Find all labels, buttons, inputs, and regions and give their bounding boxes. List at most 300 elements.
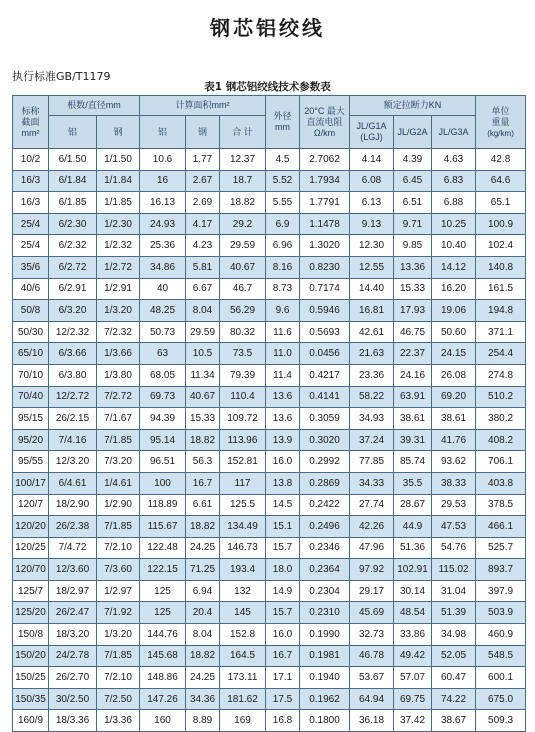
table-cell: 0.2310 bbox=[300, 602, 350, 624]
table-cell: 16.81 bbox=[350, 300, 394, 322]
table-cell: 2.67 bbox=[186, 170, 220, 192]
table-cell: 115.67 bbox=[140, 516, 186, 538]
table-cell: 0.2422 bbox=[300, 494, 350, 516]
table-cell: 10.6 bbox=[140, 149, 186, 171]
table-cell: 1/3.20 bbox=[97, 300, 140, 322]
table-cell: 10/2 bbox=[13, 149, 49, 171]
table-cell: 57.07 bbox=[394, 667, 432, 689]
table-cell: 371.1 bbox=[476, 321, 526, 343]
table-cell: 9.13 bbox=[350, 213, 394, 235]
table-row bbox=[13, 149, 526, 171]
table-cell: 47.53 bbox=[432, 516, 476, 538]
table-cell: 0.1981 bbox=[300, 645, 350, 667]
table-cell: 31.04 bbox=[432, 580, 476, 602]
table-cell: 60.47 bbox=[432, 667, 476, 689]
table-cell: 16.8 bbox=[266, 710, 300, 732]
table-cell: 134.49 bbox=[220, 516, 266, 538]
table-cell: 161.5 bbox=[476, 278, 526, 300]
table-cell: 600.1 bbox=[476, 667, 526, 689]
table-cell: 6.45 bbox=[394, 170, 432, 192]
table-cell: 102.4 bbox=[476, 235, 526, 257]
table-row bbox=[13, 667, 526, 689]
table-cell: 64.94 bbox=[350, 688, 394, 710]
table-cell: 6/3.80 bbox=[49, 364, 97, 386]
table-cell: 24.25 bbox=[186, 667, 220, 689]
table-cell: 146.73 bbox=[220, 537, 266, 559]
table-cell: 15.33 bbox=[186, 408, 220, 430]
header-area-aluminum: 铝 bbox=[140, 116, 186, 149]
table-cell: 1/2.91 bbox=[97, 278, 140, 300]
table-cell: 1/3.20 bbox=[97, 624, 140, 646]
table-cell: 169 bbox=[220, 710, 266, 732]
table-cell: 32.73 bbox=[350, 624, 394, 646]
table-cell: 150/20 bbox=[13, 645, 49, 667]
header-strand-aluminum: 铝 bbox=[49, 116, 97, 149]
table-cell: 1.7791 bbox=[300, 192, 350, 214]
header-text: Ω/km bbox=[313, 127, 336, 138]
table-cell: 125/20 bbox=[13, 602, 49, 624]
table-cell: 14.5 bbox=[266, 494, 300, 516]
table-cell: 34.33 bbox=[350, 472, 394, 494]
table-cell: 63.91 bbox=[394, 386, 432, 408]
table-cell: 42.61 bbox=[350, 321, 394, 343]
table-cell: 17.1 bbox=[266, 667, 300, 689]
table-cell: 16 bbox=[140, 170, 186, 192]
table-cell: 7/4.72 bbox=[49, 537, 97, 559]
table-caption: 表1 钢芯铝绞线技术参数表 bbox=[204, 81, 331, 93]
table-cell: 50/8 bbox=[13, 300, 49, 322]
table-cell: 7/4.16 bbox=[49, 429, 97, 451]
table-cell: 25/4 bbox=[13, 213, 49, 235]
table-cell: 95/15 bbox=[13, 408, 49, 430]
table-cell: 9.71 bbox=[394, 213, 432, 235]
table-cell: 29.53 bbox=[432, 494, 476, 516]
table-cell: 46.7 bbox=[220, 278, 266, 300]
table-row bbox=[13, 472, 526, 494]
table-cell: 9.85 bbox=[394, 235, 432, 257]
table-cell: 12/3.60 bbox=[49, 559, 97, 581]
table-cell: 100.9 bbox=[476, 213, 526, 235]
table-cell: 69.20 bbox=[432, 386, 476, 408]
table-cell: 30/2.50 bbox=[49, 688, 97, 710]
table-cell: 1/2.30 bbox=[97, 213, 140, 235]
table-cell: 13.36 bbox=[394, 256, 432, 278]
table-cell: 37.42 bbox=[394, 710, 432, 732]
table-cell: 11.4 bbox=[266, 364, 300, 386]
table-cell: 120/70 bbox=[13, 559, 49, 581]
table-cell: 11.0 bbox=[266, 343, 300, 365]
table-cell: 0.2364 bbox=[300, 559, 350, 581]
table-cell: 6.13 bbox=[350, 192, 394, 214]
table-cell: 16.20 bbox=[432, 278, 476, 300]
table-cell: 35.5 bbox=[394, 472, 432, 494]
table-cell: 34.86 bbox=[140, 256, 186, 278]
table-cell: 403.8 bbox=[476, 472, 526, 494]
table-cell: 73.5 bbox=[220, 343, 266, 365]
table-cell: 7/1.92 bbox=[97, 602, 140, 624]
header-text: 截面 bbox=[21, 116, 40, 127]
table-cell: 53.67 bbox=[350, 667, 394, 689]
spec-table bbox=[12, 95, 526, 732]
header-text: JL/G1A bbox=[356, 121, 387, 131]
table-cell: 1.3020 bbox=[300, 235, 350, 257]
table-cell: 68.05 bbox=[140, 364, 186, 386]
table-cell: 20.4 bbox=[186, 602, 220, 624]
table-cell: 113.96 bbox=[220, 429, 266, 451]
table-row bbox=[13, 516, 526, 538]
table-cell: 51.36 bbox=[394, 537, 432, 559]
table-cell: 0.0456 bbox=[300, 343, 350, 365]
table-cell: 27.74 bbox=[350, 494, 394, 516]
table-cell: 118.89 bbox=[140, 494, 186, 516]
table-cell: 145 bbox=[220, 602, 266, 624]
table-row bbox=[13, 192, 526, 214]
table-cell: 7/2.32 bbox=[97, 321, 140, 343]
header-text: (kg/km) bbox=[487, 128, 514, 138]
table-cell: 120/7 bbox=[13, 494, 49, 516]
table-cell: 25/4 bbox=[13, 235, 49, 257]
table-cell: 6/2.91 bbox=[49, 278, 97, 300]
table-cell: 6/4.61 bbox=[49, 472, 97, 494]
table-cell: 1/1.84 bbox=[97, 170, 140, 192]
table-cell: 16/3 bbox=[13, 192, 49, 214]
table-cell: 24.25 bbox=[186, 537, 220, 559]
table-row bbox=[13, 429, 526, 451]
table-cell: 194.8 bbox=[476, 300, 526, 322]
table-cell: 13.8 bbox=[266, 472, 300, 494]
table-cell: 8.04 bbox=[186, 624, 220, 646]
table-cell: 50/30 bbox=[13, 321, 49, 343]
table-cell: 4.39 bbox=[394, 149, 432, 171]
table-cell: 8.04 bbox=[186, 300, 220, 322]
table-cell: 0.2304 bbox=[300, 580, 350, 602]
table-cell: 509.3 bbox=[476, 710, 526, 732]
table-cell: 7/1.85 bbox=[97, 645, 140, 667]
table-cell: 15.1 bbox=[266, 516, 300, 538]
table-cell: 7/3.20 bbox=[97, 451, 140, 473]
table-cell: 1/2.97 bbox=[97, 580, 140, 602]
table-cell: 120/25 bbox=[13, 537, 49, 559]
table-cell: 150/25 bbox=[13, 667, 49, 689]
table-cell: 6/3.20 bbox=[49, 300, 97, 322]
table-cell: 29.59 bbox=[220, 235, 266, 257]
table-cell: 0.4217 bbox=[300, 364, 350, 386]
table-cell: 6/1.50 bbox=[49, 149, 97, 171]
table-row bbox=[13, 710, 526, 732]
table-cell: 40 bbox=[140, 278, 186, 300]
table-cell: 16.13 bbox=[140, 192, 186, 214]
table-cell: 466.1 bbox=[476, 516, 526, 538]
table-cell: 18.82 bbox=[186, 645, 220, 667]
table-row bbox=[13, 602, 526, 624]
table-cell: 160 bbox=[140, 710, 186, 732]
page-title: 钢芯铝绞线 bbox=[210, 16, 325, 40]
table-cell: 38.61 bbox=[394, 408, 432, 430]
table-cell: 5.52 bbox=[266, 170, 300, 192]
table-cell: 110.4 bbox=[220, 386, 266, 408]
table-cell: 0.7174 bbox=[300, 278, 350, 300]
table-cell: 7/1.67 bbox=[97, 408, 140, 430]
table-row bbox=[13, 321, 526, 343]
table-cell: 25.36 bbox=[140, 235, 186, 257]
table-cell: 0.1990 bbox=[300, 624, 350, 646]
table-row bbox=[13, 235, 526, 257]
table-row bbox=[13, 688, 526, 710]
table-cell: 15.33 bbox=[394, 278, 432, 300]
table-cell: 12/2.72 bbox=[49, 386, 97, 408]
table-cell: 1/1.85 bbox=[97, 192, 140, 214]
table-cell: 16.0 bbox=[266, 451, 300, 473]
table-cell: 16.7 bbox=[266, 645, 300, 667]
table-cell: 18/3.36 bbox=[49, 710, 97, 732]
header-text: 外径 bbox=[273, 111, 292, 121]
table-cell: 36.18 bbox=[350, 710, 394, 732]
table-cell: 0.3020 bbox=[300, 429, 350, 451]
table-cell: 95/55 bbox=[13, 451, 49, 473]
table-cell: 0.1800 bbox=[300, 710, 350, 732]
table-row bbox=[13, 386, 526, 408]
table-cell: 100 bbox=[140, 472, 186, 494]
table-cell: 34.98 bbox=[432, 624, 476, 646]
table-cell: 29.17 bbox=[350, 580, 394, 602]
table-cell: 18/2.90 bbox=[49, 494, 97, 516]
table-cell: 1.77 bbox=[186, 149, 220, 171]
table-cell: 1/3.36 bbox=[97, 710, 140, 732]
table-cell: 706.1 bbox=[476, 451, 526, 473]
header-text: 20°C 最大 bbox=[304, 105, 345, 116]
table-cell: 39.31 bbox=[394, 429, 432, 451]
table-cell: 40/6 bbox=[13, 278, 49, 300]
table-cell: 96.51 bbox=[140, 451, 186, 473]
table-cell: 13.6 bbox=[266, 386, 300, 408]
table-cell: 30.14 bbox=[394, 580, 432, 602]
table-cell: 0.5693 bbox=[300, 321, 350, 343]
table-cell: 8.73 bbox=[266, 278, 300, 300]
standard-label: 执行标准GB/T1179 bbox=[12, 70, 111, 83]
table-cell: 13.6 bbox=[266, 408, 300, 430]
table-row bbox=[13, 408, 526, 430]
table-cell: 69.75 bbox=[394, 688, 432, 710]
table-cell: 6.94 bbox=[186, 580, 220, 602]
table-cell: 48.25 bbox=[140, 300, 186, 322]
table-cell: 173.11 bbox=[220, 667, 266, 689]
table-cell: 35/6 bbox=[13, 256, 49, 278]
table-cell: 24.15 bbox=[432, 343, 476, 365]
table-cell: 17.5 bbox=[266, 688, 300, 710]
header-text: mm bbox=[275, 122, 291, 132]
table-cell: 58.22 bbox=[350, 386, 394, 408]
table-cell: 193.4 bbox=[220, 559, 266, 581]
table-cell: 47.96 bbox=[350, 537, 394, 559]
table-cell: 23.36 bbox=[350, 364, 394, 386]
table-cell: 164.5 bbox=[220, 645, 266, 667]
table-cell: 6.83 bbox=[432, 170, 476, 192]
table-row bbox=[13, 494, 526, 516]
table-row bbox=[13, 256, 526, 278]
table-cell: 50.60 bbox=[432, 321, 476, 343]
header-text: 直流电阻 bbox=[306, 116, 343, 127]
table-cell: 18/2.97 bbox=[49, 580, 97, 602]
table-cell: 125 bbox=[140, 580, 186, 602]
table-cell: 0.1962 bbox=[300, 688, 350, 710]
table-cell: 6/1.85 bbox=[49, 192, 97, 214]
header-resistance bbox=[300, 96, 350, 149]
table-cell: 0.2346 bbox=[300, 537, 350, 559]
table-cell: 378.5 bbox=[476, 494, 526, 516]
header-strands-group: 根数/直径mm bbox=[49, 96, 140, 116]
table-cell: 160/9 bbox=[13, 710, 49, 732]
table-cell: 16.0 bbox=[266, 624, 300, 646]
table-cell: 145.68 bbox=[140, 645, 186, 667]
table-cell: 181.62 bbox=[220, 688, 266, 710]
table-row bbox=[13, 170, 526, 192]
table-cell: 18.82 bbox=[186, 516, 220, 538]
table-cell: 4.23 bbox=[186, 235, 220, 257]
table-cell: 1/2.72 bbox=[97, 256, 140, 278]
table-cell: 109.72 bbox=[220, 408, 266, 430]
table-cell: 274.8 bbox=[476, 364, 526, 386]
table-cell: 144.76 bbox=[140, 624, 186, 646]
table-cell: 63 bbox=[140, 343, 186, 365]
table-cell: 0.5946 bbox=[300, 300, 350, 322]
table-cell: 460.9 bbox=[476, 624, 526, 646]
table-row bbox=[13, 343, 526, 365]
table-cell: 77.85 bbox=[350, 451, 394, 473]
header-text: 标称 bbox=[21, 105, 40, 116]
table-cell: 44.9 bbox=[394, 516, 432, 538]
table-cell: 7/2.10 bbox=[97, 537, 140, 559]
table-cell: 1.7934 bbox=[300, 170, 350, 192]
header-strand-steel: 钢 bbox=[97, 116, 140, 149]
table-row bbox=[13, 451, 526, 473]
table-cell: 18.0 bbox=[266, 559, 300, 581]
table-cell: 10.40 bbox=[432, 235, 476, 257]
table-cell: 152.81 bbox=[220, 451, 266, 473]
table-cell: 0.4141 bbox=[300, 386, 350, 408]
table-cell: 16.7 bbox=[186, 472, 220, 494]
header-area-total: 合 计 bbox=[220, 116, 266, 149]
table-cell: 125 bbox=[140, 602, 186, 624]
table-cell: 11.34 bbox=[186, 364, 220, 386]
table-cell: 4.63 bbox=[432, 149, 476, 171]
table-cell: 150/35 bbox=[13, 688, 49, 710]
table-cell: 54.76 bbox=[432, 537, 476, 559]
table-body bbox=[13, 149, 526, 732]
table-cell: 11.6 bbox=[266, 321, 300, 343]
table-cell: 97.92 bbox=[350, 559, 394, 581]
table-cell: 26/2.38 bbox=[49, 516, 97, 538]
table-cell: 22.37 bbox=[394, 343, 432, 365]
table-cell: 50.73 bbox=[140, 321, 186, 343]
table-cell: 71.25 bbox=[186, 559, 220, 581]
table-cell: 6.96 bbox=[266, 235, 300, 257]
table-cell: 125/7 bbox=[13, 580, 49, 602]
table-row bbox=[13, 364, 526, 386]
table-cell: 24.93 bbox=[140, 213, 186, 235]
table-cell: 2.69 bbox=[186, 192, 220, 214]
table-cell: 12.55 bbox=[350, 256, 394, 278]
table-cell: 525.7 bbox=[476, 537, 526, 559]
table-cell: 34.93 bbox=[350, 408, 394, 430]
table-cell: 38.33 bbox=[432, 472, 476, 494]
table-cell: 0.2992 bbox=[300, 451, 350, 473]
table-cell: 0.8230 bbox=[300, 256, 350, 278]
table-cell: 33.86 bbox=[394, 624, 432, 646]
table-cell: 14.9 bbox=[266, 580, 300, 602]
table-cell: 12.30 bbox=[350, 235, 394, 257]
table-cell: 408.2 bbox=[476, 429, 526, 451]
table-cell: 94.39 bbox=[140, 408, 186, 430]
table-cell: 7/2.10 bbox=[97, 667, 140, 689]
table-cell: 0.3059 bbox=[300, 408, 350, 430]
table-cell: 6/1.84 bbox=[49, 170, 97, 192]
table-cell: 122.15 bbox=[140, 559, 186, 581]
table-cell: 675.0 bbox=[476, 688, 526, 710]
header-area-group: 计算面积mm² bbox=[140, 96, 266, 116]
table-cell: 102.91 bbox=[394, 559, 432, 581]
table-cell: 46.78 bbox=[350, 645, 394, 667]
table-row bbox=[13, 278, 526, 300]
table-cell: 38.67 bbox=[432, 710, 476, 732]
table-cell: 0.2869 bbox=[300, 472, 350, 494]
table-cell: 7/1.85 bbox=[97, 516, 140, 538]
table-cell: 15.7 bbox=[266, 602, 300, 624]
header-text: mm² bbox=[21, 127, 40, 138]
table-cell: 380.2 bbox=[476, 408, 526, 430]
table-cell: 56.29 bbox=[220, 300, 266, 322]
table-cell: 14.40 bbox=[350, 278, 394, 300]
table-cell: 0.2496 bbox=[300, 516, 350, 538]
table-cell: 24.16 bbox=[394, 364, 432, 386]
table-cell: 14.12 bbox=[432, 256, 476, 278]
table-row bbox=[13, 580, 526, 602]
table-cell: 120/20 bbox=[13, 516, 49, 538]
table-cell: 6.51 bbox=[394, 192, 432, 214]
table-cell: 42.8 bbox=[476, 149, 526, 171]
table-cell: 152.8 bbox=[220, 624, 266, 646]
header-g3a: JL/G3A bbox=[432, 116, 476, 149]
header-text: 单位 bbox=[491, 105, 510, 116]
header-unit-weight bbox=[476, 96, 526, 149]
table-cell: 1/4.61 bbox=[97, 472, 140, 494]
table-cell: 12/2.32 bbox=[49, 321, 97, 343]
table-cell: 5.81 bbox=[186, 256, 220, 278]
table-cell: 1.1478 bbox=[300, 213, 350, 235]
header-text: 重量 bbox=[491, 116, 510, 127]
table-cell: 503.9 bbox=[476, 602, 526, 624]
table-cell: 115.02 bbox=[432, 559, 476, 581]
table-cell: 40.67 bbox=[220, 256, 266, 278]
table-cell: 6.88 bbox=[432, 192, 476, 214]
table-cell: 18.7 bbox=[220, 170, 266, 192]
table-row bbox=[13, 645, 526, 667]
table-cell: 10.25 bbox=[432, 213, 476, 235]
table-cell: 18/3.20 bbox=[49, 624, 97, 646]
table-cell: 6/3.66 bbox=[49, 343, 97, 365]
table-cell: 8.16 bbox=[266, 256, 300, 278]
header-g2a: JL/G2A bbox=[394, 116, 432, 149]
header-outer-diameter bbox=[266, 96, 300, 149]
table-cell: 85.74 bbox=[394, 451, 432, 473]
table-cell: 1/2.32 bbox=[97, 235, 140, 257]
table-cell: 64.6 bbox=[476, 170, 526, 192]
table-cell: 26/2.70 bbox=[49, 667, 97, 689]
table-cell: 95.14 bbox=[140, 429, 186, 451]
table-cell: 46.75 bbox=[394, 321, 432, 343]
table-cell: 74.22 bbox=[432, 688, 476, 710]
header-area-steel: 钢 bbox=[186, 116, 220, 149]
table-cell: 28.67 bbox=[394, 494, 432, 516]
